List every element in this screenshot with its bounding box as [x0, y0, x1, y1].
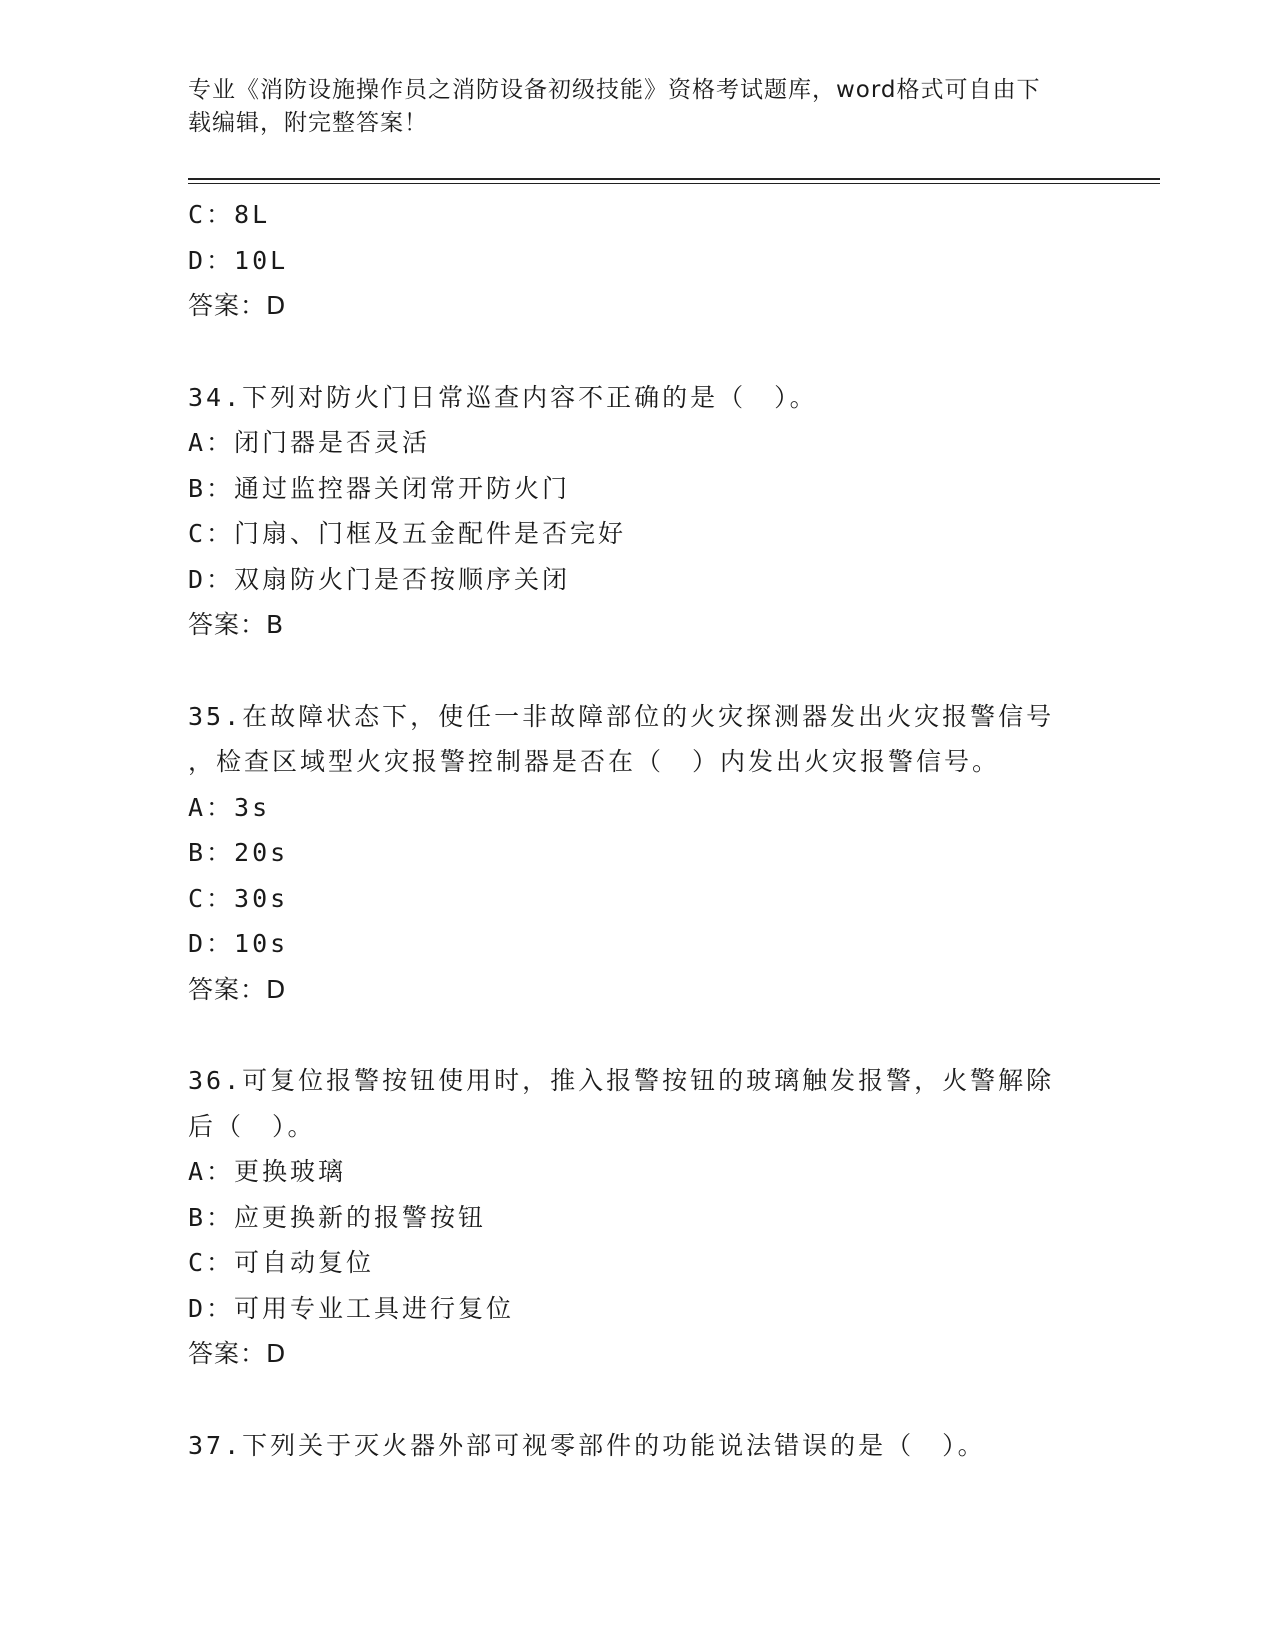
- spacer: [188, 1377, 1088, 1423]
- question-text-line-1: 35.在故障状态下，使任一非故障部位的火灾探测器发出火灾报警信号: [188, 701, 1055, 731]
- answer: 答案：D: [188, 1339, 287, 1368]
- answer: 答案：D: [188, 291, 287, 320]
- document-header: [188, 74, 1068, 140]
- option-c: C：可自动复位: [188, 1248, 375, 1277]
- question-text: 37.下列关于灭火器外部可视零部件的功能说法错误的是（ ）。: [188, 1430, 986, 1460]
- question-text: 34.下列对防火门日常巡查内容不正确的是（ ）。: [188, 382, 818, 412]
- question-text-line-2: ，检查区域型火灾报警控制器是否在（ ）内发出火灾报警信号。: [188, 747, 1001, 776]
- answer: 答案：B: [188, 610, 285, 639]
- option-c: C：8L: [188, 200, 271, 229]
- question-text-line-1: 36.可复位报警按钮使用时，推入报警按钮的玻璃触发报警，火警解除: [188, 1066, 1055, 1095]
- option-d: D：可用专业工具进行复位: [188, 1293, 515, 1323]
- question-content: [188, 192, 1088, 1468]
- option-b: B：通过监控器关闭常开防火门: [188, 473, 571, 503]
- option-b: B：应更换新的报警按钮: [188, 1202, 487, 1232]
- question-35: [188, 694, 1088, 1013]
- option-a: A：闭门器是否灵活: [188, 428, 431, 457]
- header-divider-thick: [188, 178, 1160, 180]
- header-divider-thin: [188, 183, 1160, 184]
- question-text-line-2: 后（ ）。: [188, 1111, 316, 1141]
- spacer: [188, 329, 1088, 375]
- answer: 答案：D: [188, 974, 287, 1004]
- option-a: A：3s: [188, 792, 271, 822]
- question-34: [188, 375, 1088, 648]
- spacer: [188, 1012, 1088, 1058]
- option-c: C：30s: [188, 883, 289, 913]
- option-b: B：20s: [188, 838, 289, 867]
- header-line-2: 载编辑，附完整答案！: [188, 110, 428, 136]
- option-c: C：门扇、门框及五金配件是否完好: [188, 519, 627, 548]
- question-36: [188, 1058, 1088, 1377]
- option-d: D：10s: [188, 929, 289, 958]
- previous-question-block: [188, 192, 1088, 329]
- option-d: D：10L: [188, 245, 289, 275]
- option-a: A：更换玻璃: [188, 1157, 347, 1186]
- header-line-1: 专业《消防设施操作员之消防设备初级技能》资格考试题库，word格式可自由下: [188, 77, 1041, 103]
- option-d: D：双扇防火门是否按顺序关闭: [188, 564, 571, 594]
- question-37: [188, 1423, 1088, 1469]
- spacer: [188, 648, 1088, 694]
